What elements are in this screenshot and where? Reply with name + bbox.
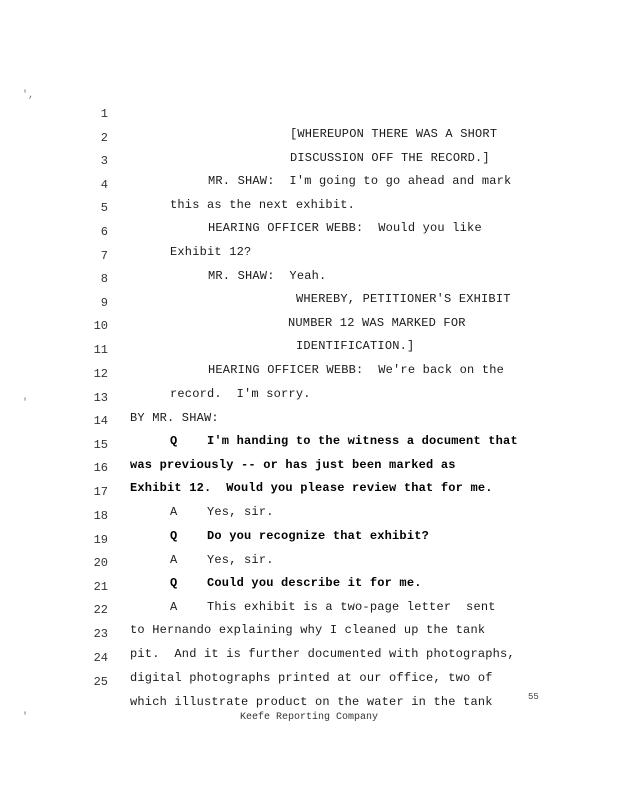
line-text: [WHEREUPON THERE WAS A SHORT — [290, 127, 498, 141]
line-text: which illustrate product on the water in the tank — [130, 695, 493, 709]
line-text: Q Do you recognize that exhibit? — [170, 529, 430, 543]
line-text: pit. And it is further documented with photographs, — [130, 647, 515, 661]
line-number: 12 — [93, 367, 108, 381]
margin-mark: ' — [22, 398, 29, 409]
line-number: 11 — [93, 343, 108, 357]
line-text: Q I'm handing to the witness a document that — [170, 434, 518, 448]
line-number: 5 — [100, 201, 108, 215]
line-number: 24 — [93, 651, 108, 665]
line-number: 10 — [93, 319, 108, 333]
line-text: WHEREBY, PETITIONER'S EXHIBIT — [296, 292, 511, 306]
line-number: 3 — [100, 154, 108, 168]
line-text: A Yes, sir. — [170, 553, 274, 567]
line-text: DISCUSSION OFF THE RECORD.] — [290, 151, 490, 165]
line-number: 22 — [93, 603, 108, 617]
line-number: 23 — [93, 627, 108, 641]
line-number: 1 — [100, 107, 108, 121]
line-number: 13 — [93, 391, 108, 405]
footer-reporter: Keefe Reporting Company — [239, 712, 379, 723]
page-number: 55 — [528, 692, 539, 702]
line-number: 19 — [93, 533, 108, 547]
line-text: NUMBER 12 WAS MARKED FOR — [288, 316, 466, 330]
line-text: record. I'm sorry. — [170, 387, 311, 401]
line-text: this as the next exhibit. — [170, 198, 356, 212]
line-number: 14 — [93, 414, 108, 428]
line-text: to Hernando explaining why I cleaned up the tank — [130, 623, 486, 637]
line-number: 16 — [93, 461, 108, 475]
line-number: 6 — [100, 225, 108, 239]
line-number: 20 — [93, 556, 108, 570]
line-number: 18 — [93, 509, 108, 523]
line-number: 7 — [100, 249, 108, 263]
line-text: digital photographs printed at our office, two of — [130, 671, 493, 685]
line-text: A Yes, sir. — [170, 505, 274, 519]
line-number: 9 — [100, 296, 108, 310]
line-text: BY MR. SHAW: — [130, 411, 219, 425]
margin-mark: ', — [22, 90, 35, 101]
line-text: Exhibit 12. Would you please review that for me. — [130, 481, 493, 495]
line-text: MR. SHAW: Yeah. — [208, 269, 327, 283]
line-text: IDENTIFICATION.] — [296, 339, 415, 353]
line-number: 25 — [93, 675, 108, 689]
line-text: Exhibit 12? — [170, 245, 252, 259]
line-number: 4 — [100, 178, 108, 192]
line-text: MR. SHAW: I'm going to go ahead and mark — [208, 174, 512, 188]
line-text: was previously -- or has just been marked as — [130, 458, 456, 472]
margin-mark: ' — [22, 712, 29, 723]
line-text: HEARING OFFICER WEBB: Would you like — [208, 221, 482, 235]
line-number: 21 — [93, 580, 108, 594]
line-text: HEARING OFFICER WEBB: We're back on the — [208, 363, 505, 377]
line-number: 15 — [93, 438, 108, 452]
line-text: A This exhibit is a two-page letter sent — [170, 600, 496, 614]
line-number: 17 — [93, 485, 108, 499]
line-text: Q Could you describe it for me. — [170, 576, 422, 590]
transcript-line — [0, 84, 618, 141]
line-number: 2 — [100, 131, 108, 145]
line-number: 8 — [100, 272, 108, 286]
